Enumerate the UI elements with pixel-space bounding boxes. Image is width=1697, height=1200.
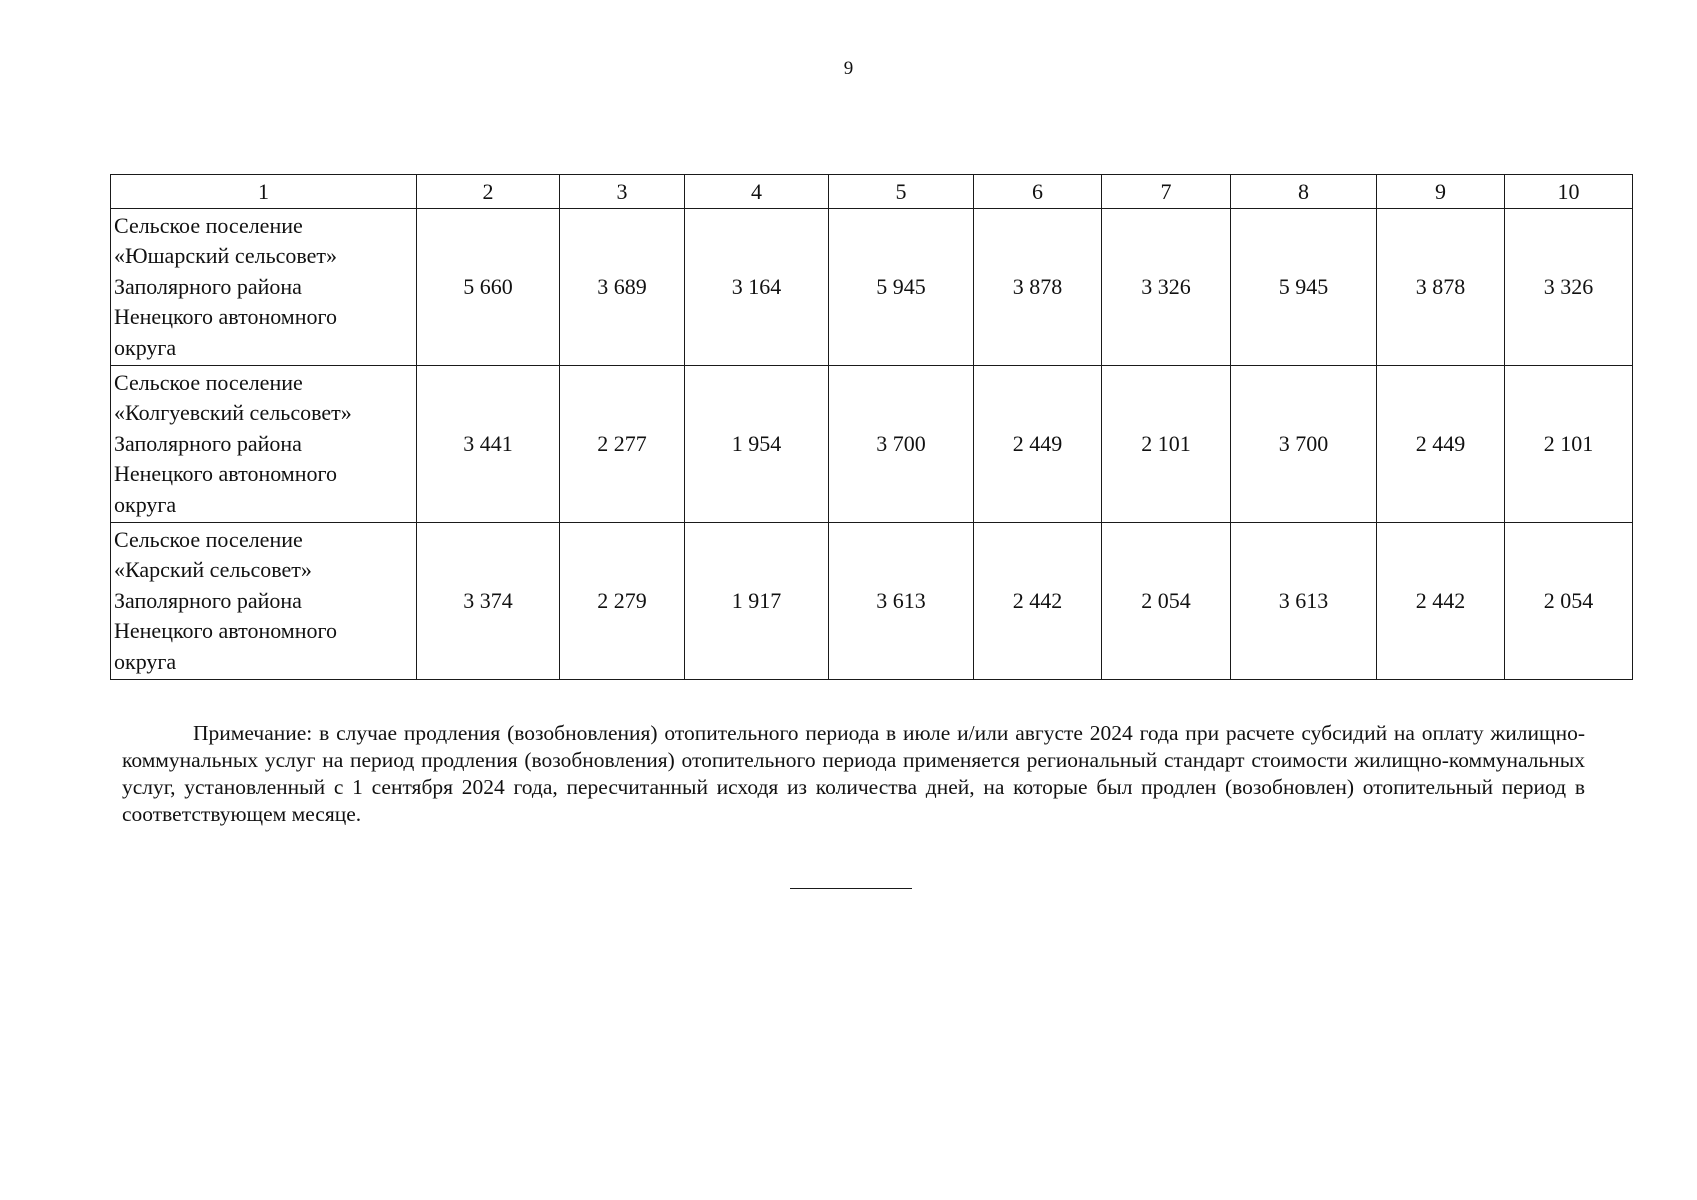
- value-cell: 2 442: [1377, 523, 1505, 680]
- settlement-name-line: Ненецкого автономного: [114, 304, 337, 330]
- value-cell: 2 279: [560, 523, 685, 680]
- column-header: 2: [417, 175, 560, 209]
- settlement-name-line: округа: [114, 491, 177, 517]
- settlement-name-line: Ненецкого автономного: [114, 618, 337, 644]
- value-cell: 2 101: [1102, 366, 1231, 523]
- column-header: 10: [1505, 175, 1633, 209]
- settlement-name-line: Сельское поселение: [114, 212, 303, 238]
- value-cell: 2 449: [974, 366, 1102, 523]
- value-cell: 1 917: [685, 523, 829, 680]
- value-cell: 3 326: [1102, 209, 1231, 366]
- value-cell: 5 660: [417, 209, 560, 366]
- page-number: 9: [843, 58, 854, 79]
- settlement-name-line: Сельское поселение: [114, 526, 303, 552]
- column-header: 4: [685, 175, 829, 209]
- settlement-name-cell: [111, 366, 417, 523]
- column-header: 3: [560, 175, 685, 209]
- table-header-row: [111, 175, 1633, 209]
- value-cell: 3 613: [829, 523, 974, 680]
- value-cell: 3 374: [417, 523, 560, 680]
- settlement-name-line: Заполярного района: [114, 430, 302, 456]
- column-header: 8: [1231, 175, 1377, 209]
- value-cell: 3 164: [685, 209, 829, 366]
- settlement-name-line: Ненецкого автономного: [114, 461, 337, 487]
- settlement-name-line: Сельское поселение: [114, 369, 303, 395]
- value-cell: 2 449: [1377, 366, 1505, 523]
- value-cell: 3 613: [1231, 523, 1377, 680]
- value-cell: 3 878: [1377, 209, 1505, 366]
- settlement-name-line: Заполярного района: [114, 587, 302, 613]
- value-cell: 3 878: [974, 209, 1102, 366]
- column-header: 6: [974, 175, 1102, 209]
- value-cell: 3 441: [417, 366, 560, 523]
- column-header: 9: [1377, 175, 1505, 209]
- value-cell: 3 700: [829, 366, 974, 523]
- value-cell: 5 945: [829, 209, 974, 366]
- value-cell: 5 945: [1231, 209, 1377, 366]
- value-cell: 2 054: [1505, 523, 1633, 680]
- column-header: 5: [829, 175, 974, 209]
- value-cell: 2 054: [1102, 523, 1231, 680]
- value-cell: 2 442: [974, 523, 1102, 680]
- value-cell: 2 277: [560, 366, 685, 523]
- footnote: Примечание: в случае продления (возобновления) отопительного периода в июле и/или августе 2024 года при расчете субсидий на оплату жилищно-коммунальных услуг на период продления (возобновления) отопительного периода применяется региональный стандарт стоимости жилищно-коммунальных услуг, установленный с 1 сентября 2024 года, пересчитанный исходя из количества дней, на которые был продлен (возобновлен) отопительный период в соответствующем месяце.: [122, 720, 1585, 826]
- value-cell: 3 326: [1505, 209, 1633, 366]
- settlement-name-line: округа: [114, 334, 177, 360]
- settlement-name-line: округа: [114, 648, 177, 674]
- table-row: [111, 366, 1633, 523]
- value-cell: 2 101: [1505, 366, 1633, 523]
- standards-table: [110, 174, 1633, 680]
- settlement-name-cell: [111, 523, 417, 680]
- table-row: [111, 209, 1633, 366]
- value-cell: 1 954: [685, 366, 829, 523]
- value-cell: 3 700: [1231, 366, 1377, 523]
- settlement-name-line: «Карский сельсовет»: [114, 557, 312, 583]
- column-header: 7: [1102, 175, 1231, 209]
- settlement-name-cell: [111, 209, 417, 366]
- settlement-name-line: Заполярного района: [114, 273, 302, 299]
- settlement-name-line: «Юшарский сельсовет»: [114, 243, 338, 269]
- column-header: 1: [111, 175, 417, 209]
- table-row: [111, 523, 1633, 680]
- end-divider: [790, 888, 912, 889]
- settlement-name-line: «Колгуевский сельсовет»: [114, 400, 352, 426]
- value-cell: 3 689: [560, 209, 685, 366]
